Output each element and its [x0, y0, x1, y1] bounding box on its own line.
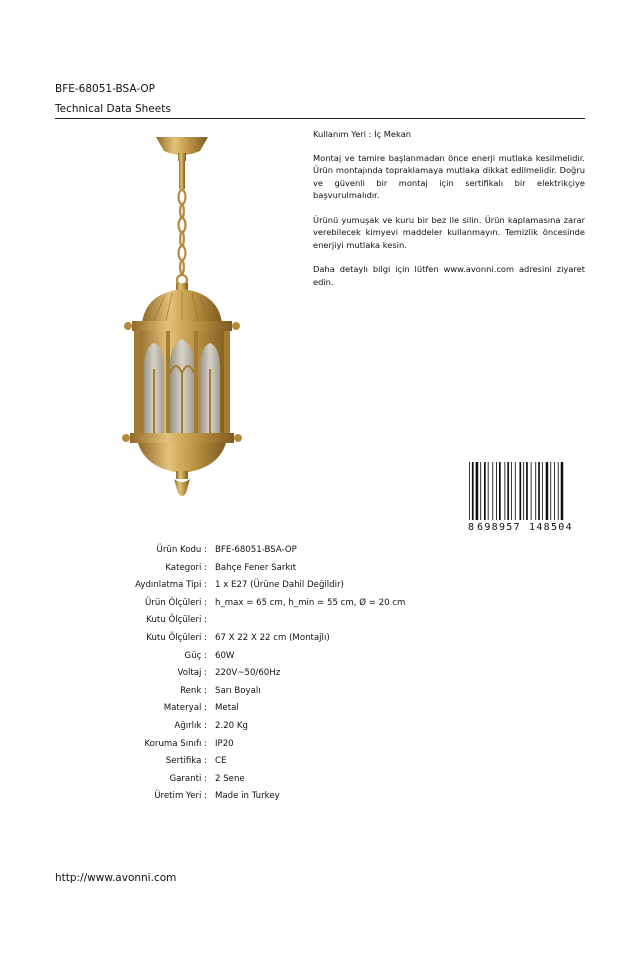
- more-info-paragraph: Daha detaylı bilgi için lütfen www.avonni.com adresini ziyaret edin.: [313, 264, 585, 287]
- spec-value: 67 X 22 X 22 cm (Montajlı): [215, 633, 330, 643]
- barcode-digit-first: 8: [468, 522, 475, 532]
- header-product-code: BFE-68051-BSA-OP: [55, 83, 155, 95]
- spec-value: CE: [215, 756, 227, 767]
- spec-label: Sertifika :: [165, 756, 207, 767]
- spec-value: 220V~50/60Hz: [215, 668, 281, 679]
- spec-label: Koruma Sınıfı :: [144, 738, 207, 749]
- spec-label: Renk :: [180, 685, 207, 696]
- spec-label: Aydınlatma Tipi :: [135, 580, 207, 591]
- safety-paragraph: Montaj ve tamire başlanmadan önce enerji mutlaka kesilmelidir. Ürün montajında topraklamaya mutlaka dikkat edilmelidir. Doğru ve güvenli bir montaj için sertifikalı bir elektrikçiye başvurulmalıdır.: [313, 152, 585, 200]
- spec-value: Metal: [215, 703, 239, 714]
- spec-label: Ürün Kodu :: [156, 545, 207, 555]
- spec-label: Materyal :: [163, 703, 207, 714]
- spec-value: Bahçe Fener Sarkıt: [215, 562, 297, 573]
- header-divider: [55, 118, 585, 119]
- spec-label: Kutu Ölçüleri :: [146, 615, 207, 626]
- spec-value: 1 x E27 (Ürüne Dahil Değildir): [215, 580, 344, 591]
- product-image: [120, 133, 244, 505]
- spec-value: 2.20 Kg: [215, 721, 248, 731]
- usage-location: Kullanım Yeri : İç Mekan: [313, 129, 412, 139]
- spec-label: Üretim Yeri :: [154, 791, 207, 802]
- spec-label: Kutu Ölçüleri :: [146, 633, 207, 643]
- spec-label: Voltaj :: [177, 668, 207, 679]
- cleaning-paragraph: Ürünü yumuşak ve kuru bir bez ile silin. Ürün kaplamasına zarar verebilecek kimyevi maddeler kullanmayın. Temizlik öncesinde enerjiyi mutlaka kesin.: [313, 214, 585, 250]
- barcode-bars: [469, 462, 563, 522]
- spec-label: Ürün Ölçüleri :: [145, 597, 207, 608]
- spec-value: Made in Turkey: [215, 791, 280, 802]
- header-subtitle: Technical Data Sheets: [55, 103, 171, 115]
- spec-label: Garanti :: [169, 773, 207, 784]
- barcode-digits-right: 148504: [529, 522, 573, 532]
- spec-value: h_max = 65 cm, h_min = 55 cm, Ø = 20 cm: [215, 597, 406, 608]
- spec-label: Kategori :: [165, 562, 207, 573]
- spec-label: Güç :: [184, 650, 207, 661]
- spec-label: Ağırlık :: [174, 721, 207, 731]
- info-block: [313, 128, 585, 300]
- spec-value: IP20: [215, 738, 234, 749]
- spec-value: 2 Sene: [215, 773, 245, 784]
- spec-value: Sarı Boyalı: [215, 685, 261, 696]
- spec-value: 60W: [215, 650, 235, 661]
- barcode: [467, 462, 585, 532]
- spec-value: BFE-68051-BSA-OP: [215, 545, 297, 555]
- footer-url: http://www.avonni.com: [55, 872, 177, 884]
- barcode-digits-left: 698957: [477, 522, 521, 532]
